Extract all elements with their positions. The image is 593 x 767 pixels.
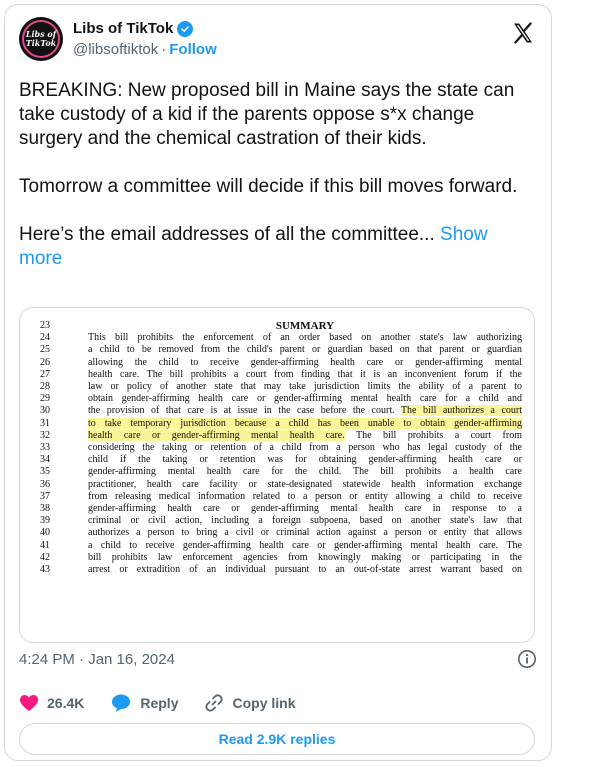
line-number: 43 bbox=[40, 564, 50, 576]
line-text bbox=[88, 430, 522, 442]
show-more-link[interactable]: Show more bbox=[19, 224, 488, 269]
line-text-segment: allowing the child to receive gender-affirming health care or gender-affirming mental bbox=[88, 356, 522, 368]
document-line bbox=[30, 442, 522, 454]
document-title: SUMMARY bbox=[275, 320, 335, 332]
document-title-row bbox=[30, 320, 522, 332]
document-line bbox=[30, 479, 522, 491]
line-text-segment: a child to receive gender-affirming health care or gender-affirming mental health care. The bbox=[88, 539, 522, 551]
tweet-actions bbox=[19, 693, 322, 713]
avatar-logo-line2: TikTok bbox=[25, 38, 57, 48]
line-text-segment: gender-affirming health care or gender-affirming mental health care in response to a bbox=[88, 503, 522, 515]
line-number: 34 bbox=[40, 454, 50, 466]
line-text bbox=[88, 491, 522, 503]
line-number: 30 bbox=[40, 405, 50, 417]
line-text-segment: practitioner, health care facility or state-designated statewide health information exchange bbox=[88, 478, 522, 490]
line-text-segment: gender-affirming mental health care for the child. The bill prohibits a health care bbox=[88, 466, 522, 478]
line-text bbox=[88, 344, 522, 356]
line-text bbox=[88, 405, 522, 417]
avatar[interactable] bbox=[19, 17, 63, 61]
read-replies-button[interactable]: Read 2.9K replies bbox=[19, 723, 535, 755]
document-line bbox=[30, 552, 522, 564]
document-image[interactable] bbox=[19, 307, 535, 643]
line-text bbox=[88, 540, 522, 552]
line-text bbox=[88, 564, 522, 576]
document-line bbox=[30, 393, 522, 405]
tweet-text bbox=[19, 79, 534, 271]
tweet-paragraph-2: Tomorrow a committee will decide if this bill moves forward. bbox=[19, 176, 518, 197]
line-text-segment: law or policy of another state that may take jurisdiction limits the ability of a parent to bbox=[88, 381, 522, 393]
copy-link-label: Copy link bbox=[232, 695, 296, 711]
avatar-logo-line1: Libs of bbox=[25, 29, 57, 39]
line-text bbox=[88, 332, 522, 344]
link-icon bbox=[204, 693, 224, 713]
line-text-segment: bill prohibits law enforcement agencies from knowingly making or participating in the bbox=[88, 551, 522, 563]
speech-bubble-icon bbox=[110, 693, 132, 713]
document-line bbox=[30, 540, 522, 552]
document-line bbox=[30, 564, 522, 576]
highlighted-text: The bill authorizes a court bbox=[400, 405, 522, 417]
line-text bbox=[88, 552, 522, 564]
line-text bbox=[88, 527, 522, 539]
tweet-header bbox=[19, 17, 537, 65]
line-text bbox=[88, 466, 522, 478]
line-text-segment: a child to be removed from the child's parent or guardian based on that parent or guardian bbox=[88, 344, 522, 356]
highlighted-text: to take temporary jurisdiction because a child has been unable to obtain gender-affirming bbox=[88, 417, 522, 429]
heart-icon bbox=[19, 694, 39, 712]
avatar-logo bbox=[19, 30, 63, 48]
line-number: 39 bbox=[40, 515, 50, 527]
document-line bbox=[30, 332, 522, 344]
line-text-segment: health care. The bill prohibits a court from finding that it is an inconvenient forum if the bbox=[88, 368, 522, 380]
line-text-segment: child if the taking or retention was for obtaining gender-affirming health care or bbox=[88, 454, 522, 466]
line-number: 42 bbox=[40, 551, 50, 563]
line-number: 26 bbox=[40, 356, 50, 368]
document-line bbox=[30, 344, 522, 356]
line-text bbox=[88, 515, 522, 527]
document-line bbox=[30, 369, 522, 381]
line-number: 33 bbox=[40, 442, 50, 454]
line-number: 24 bbox=[40, 332, 50, 344]
line-text bbox=[88, 357, 522, 369]
line-number: 37 bbox=[40, 490, 50, 502]
author-handle[interactable]: @libsoftiktok bbox=[73, 41, 159, 58]
line-number: 28 bbox=[40, 381, 50, 393]
line-number: 40 bbox=[40, 527, 50, 539]
line-text-segment: The bill prohibits a court from bbox=[344, 429, 522, 441]
tweet-paragraph-3 bbox=[19, 223, 534, 271]
line-text-segment: the provision of that care is at issue in the case before the court. bbox=[88, 405, 401, 417]
highlighted-text: health care or gender-affirming mental health care. bbox=[88, 429, 345, 441]
author-display-name[interactable]: Libs of TikTok bbox=[73, 20, 174, 37]
line-number: 27 bbox=[40, 368, 50, 380]
tweet-paragraph-1: BREAKING: New proposed bill in Maine says the state can take custody of a kid if the parents oppose s*x change surgery and the chemical castration of their kids. bbox=[19, 80, 515, 149]
line-number: 23 bbox=[40, 320, 50, 331]
tweet-card bbox=[4, 4, 552, 761]
line-number: 41 bbox=[40, 539, 50, 551]
tweet-paragraph-3-text: Here’s the email addresses of all the committee... bbox=[19, 224, 435, 245]
likes-count: 26.4K bbox=[47, 695, 85, 711]
line-text-segment: This bill prohibits the enforcement of an order based on another state's law authorizing bbox=[88, 332, 522, 344]
line-text bbox=[88, 418, 522, 430]
document-line bbox=[30, 503, 522, 515]
author-name-row[interactable] bbox=[73, 19, 217, 38]
line-text-segment: considering the taking or retention of a child from a person who has legal custody of the bbox=[88, 442, 522, 454]
line-text-segment: obtain gender-affirming health care or gender-affirming mental health care for a child and bbox=[88, 393, 522, 405]
line-text bbox=[88, 454, 522, 466]
line-text-segment: from releasing medical information related to a person or entity allowing a child to receive bbox=[88, 490, 522, 502]
document-line bbox=[30, 466, 522, 478]
line-text bbox=[88, 442, 522, 454]
follow-button[interactable]: Follow bbox=[169, 41, 217, 58]
line-text bbox=[88, 381, 522, 393]
reply-label: Reply bbox=[140, 695, 179, 711]
info-icon[interactable] bbox=[517, 649, 537, 669]
line-text bbox=[88, 503, 522, 515]
copy-link-button[interactable] bbox=[204, 693, 295, 713]
line-number: 36 bbox=[40, 478, 50, 490]
document-line bbox=[30, 381, 522, 393]
bill-summary-document bbox=[30, 320, 522, 576]
line-number: 25 bbox=[40, 344, 50, 356]
line-number: 35 bbox=[40, 466, 50, 478]
x-logo-icon[interactable] bbox=[511, 21, 535, 45]
line-number: 31 bbox=[40, 417, 50, 429]
line-number: 32 bbox=[40, 429, 50, 441]
document-line bbox=[30, 454, 522, 466]
document-line bbox=[30, 527, 522, 539]
document-line bbox=[30, 491, 522, 503]
document-line bbox=[30, 515, 522, 527]
document-line bbox=[30, 418, 522, 430]
like-button[interactable] bbox=[19, 694, 84, 712]
verified-badge-icon bbox=[177, 21, 193, 37]
line-text bbox=[88, 393, 522, 405]
author-block bbox=[73, 19, 217, 60]
line-text-segment: arrest or extradition of an individual pursuant to an out-of-state arrest warrant based on bbox=[88, 564, 522, 576]
document-line bbox=[30, 357, 522, 369]
author-sub-row bbox=[73, 40, 217, 60]
tweet-timestamp[interactable]: 4:24 PM · Jan 16, 2024 bbox=[19, 651, 175, 668]
line-text bbox=[88, 369, 522, 381]
document-line bbox=[30, 405, 522, 417]
line-number: 38 bbox=[40, 503, 50, 515]
document-line bbox=[30, 430, 522, 442]
line-text-segment: criminal or civil action, including a foreign subpoena, based on another state's law that bbox=[88, 515, 522, 527]
line-number: 29 bbox=[40, 393, 50, 405]
reply-button[interactable] bbox=[110, 693, 178, 713]
line-text-segment: authorizes a person to bring a civil or criminal action against a person or entity that allows bbox=[88, 527, 522, 539]
separator-dot: · bbox=[161, 41, 167, 58]
line-text bbox=[88, 479, 522, 491]
